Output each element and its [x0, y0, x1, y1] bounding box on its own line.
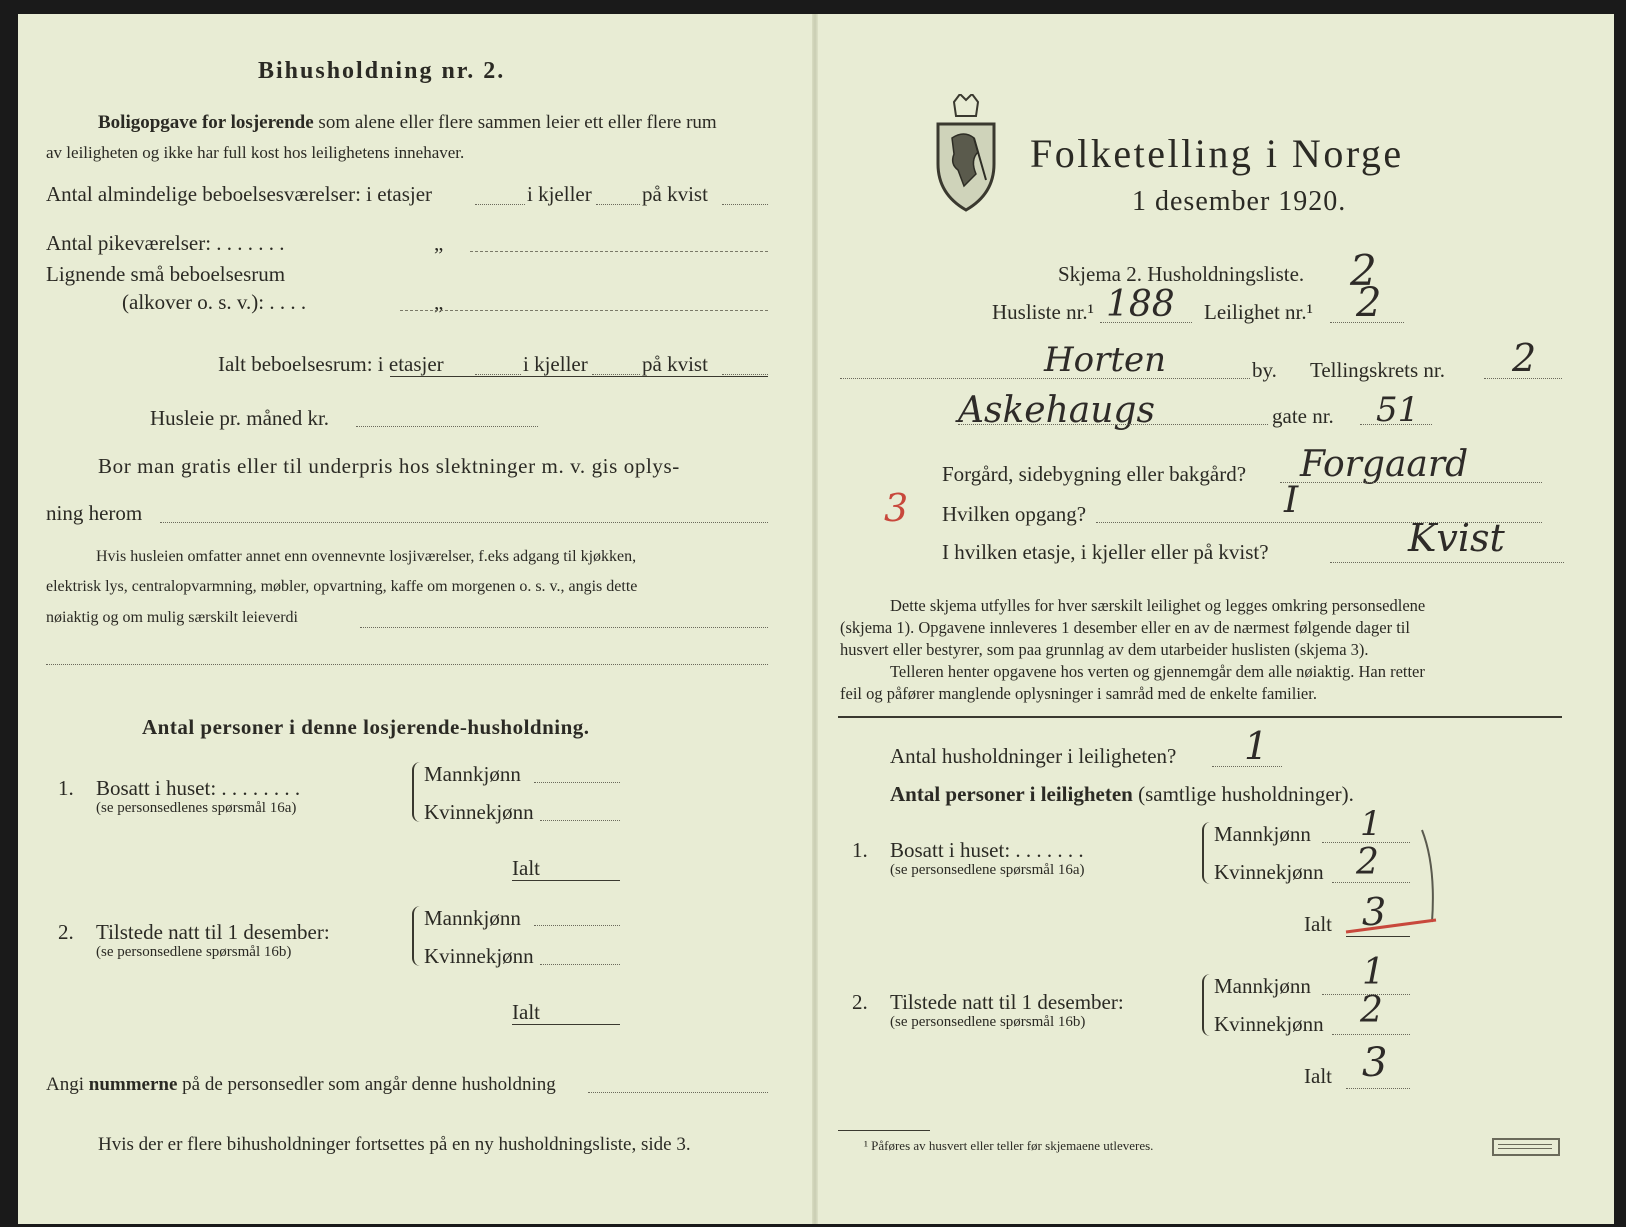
- left-q2-ialt-label: Ialt: [512, 1000, 540, 1024]
- angi-line: Angi nummerne på de personsedler som angår denne husholdning: [46, 1074, 556, 1095]
- gate-label: gate nr.: [1272, 404, 1334, 428]
- right-q2-mann-hw[interactable]: 1: [1362, 952, 1385, 993]
- i-kjeller-label-2: i kjeller: [523, 352, 588, 376]
- right-q2-mann-label: Mannkjønn: [1214, 974, 1311, 998]
- kvist-field-1[interactable]: [722, 204, 768, 205]
- krets-hw[interactable]: 2: [1512, 336, 1537, 380]
- bor-line-2: ning herom: [46, 501, 143, 525]
- gate-nr-hw[interactable]: 51: [1376, 390, 1420, 430]
- printer-stamp-icon: [1492, 1138, 1560, 1156]
- antal-beboelse-label: Antal almindelige beboelsesværelser: i etasjer: [46, 182, 433, 206]
- left-q1-ialt-field[interactable]: [512, 880, 620, 881]
- left-q1-ialt-label: Ialt: [512, 856, 540, 880]
- krets-label: Tellingskrets nr.: [1310, 358, 1446, 382]
- right-q2-brace: [1202, 974, 1214, 1036]
- ialt-etasjer-field[interactable]: [475, 374, 521, 375]
- antal-pers-heading: Antal personer i leiligheten (samtlige husholdninger).: [890, 782, 1354, 806]
- kvist-field-2[interactable]: [722, 374, 768, 375]
- gate-field: [958, 424, 1268, 425]
- right-q1-ialt-label: Ialt: [1304, 912, 1332, 936]
- husleie-field[interactable]: [356, 426, 538, 427]
- leilighet-hw[interactable]: 2: [1356, 280, 1382, 326]
- intro-line-2: av leiligheten og ikke har full kost hos leilighetens innehaver.: [46, 143, 465, 162]
- antal-personer-heading: Antal personer i denne losjerende-husholdning.: [142, 715, 590, 739]
- right-q2-kvinne-hw[interactable]: 2: [1360, 990, 1383, 1031]
- right-q1-mann-label: Mannkjønn: [1214, 822, 1311, 846]
- by-hw[interactable]: Horten: [1044, 340, 1167, 380]
- right-q2-number: 2.: [852, 990, 868, 1014]
- right-q1-ialt-field: [1346, 936, 1410, 937]
- forgaard-hw[interactable]: Forgaard: [1300, 444, 1469, 485]
- hvis-line-2: elektrisk lys, centralopvarmning, møbler, opvartning, kaffe om morgenen o. s. v., angis dette: [46, 578, 638, 595]
- paa-kvist-label-1: på kvist: [642, 182, 708, 206]
- husliste-field: [1100, 322, 1192, 323]
- right-q2-ialt-hw[interactable]: 3: [1362, 1040, 1388, 1086]
- right-q2-kvinne-field: [1332, 1034, 1410, 1035]
- forgaard-label: Forgård, sidebygning eller bakgård?: [942, 462, 1247, 486]
- kjeller-field-1[interactable]: [596, 204, 640, 205]
- etasje-hw[interactable]: Kvist: [1408, 516, 1505, 560]
- right-q1-mann-hw[interactable]: 1: [1360, 804, 1382, 844]
- bor-field[interactable]: [160, 522, 768, 523]
- form-title: Folketelling i Norge: [1030, 131, 1404, 176]
- lignende-label-2: (alkover o. s. v.): . . . .: [122, 290, 307, 314]
- lignende-label-1: Lignende små beboelsesrum: [46, 262, 286, 286]
- skjema-hw: 2: [1350, 246, 1377, 295]
- hvis-line-1: Hvis husleien omfatter annet enn ovennevnte losjiværelser, f.eks adgang til kjøkken,: [96, 548, 637, 565]
- hvis-line-3: nøiaktig og om mulig særskilt leieverdi: [46, 609, 298, 626]
- antal-hush-label: Antal husholdninger i leiligheten?: [890, 744, 1177, 768]
- left-q1-sub: (se personsedlenes spørsmål 16a): [96, 800, 297, 816]
- left-footer: Hvis der er flere bihusholdninger fortsettes på en ny husholdningsliste, side 3.: [98, 1134, 691, 1155]
- pike-field[interactable]: [470, 251, 768, 252]
- gate-hw[interactable]: Askehaugs: [958, 390, 1155, 431]
- red-check-mark: [1340, 826, 1450, 936]
- left-q1-label: Bosatt i huset: . . . . . . . .: [96, 776, 301, 800]
- right-q1-number: 1.: [852, 838, 868, 862]
- bor-line-1: Bor man gratis eller til underpris hos slektninger m. v. gis oplys-: [98, 454, 680, 478]
- right-q2-label: Tilstede natt til 1 desember:: [890, 990, 1124, 1014]
- left-q2-mann-label: Mannkjønn: [424, 906, 521, 930]
- right-q1-kvinne-hw[interactable]: 2: [1356, 842, 1379, 883]
- leieverdi-field-2[interactable]: [46, 664, 768, 665]
- pike-label: Antal pikeværelser: . . . . . . .: [46, 231, 285, 255]
- right-q1-brace: [1202, 822, 1214, 884]
- left-q1-mann-label: Mannkjønn: [424, 762, 521, 786]
- krets-field: [1484, 378, 1562, 379]
- left-q1-number: 1.: [58, 776, 74, 800]
- opgang-label: Hvilken opgang?: [942, 502, 1087, 526]
- right-q1-sub: (se personsedlene spørsmål 16a): [890, 862, 1085, 878]
- separator-rule: [838, 716, 1562, 718]
- husliste-hw[interactable]: 188: [1106, 284, 1175, 325]
- ialt-beboelse-label: Ialt beboelsesrum: i etasjer: [218, 352, 444, 376]
- etasje-label: I hvilken etasje, i kjeller eller på kvist?: [942, 540, 1269, 564]
- opgang-hw[interactable]: I: [1284, 480, 1299, 521]
- leilighet-field: [1330, 322, 1404, 323]
- kjeller-field-2[interactable]: [592, 374, 640, 375]
- instr-line-4: Telleren henter opgavene hos verten og gjennemgår dem alle nøiaktig. Han retter: [890, 662, 1425, 681]
- margin-hw: 3: [884, 486, 909, 530]
- left-q1-mann-field[interactable]: [534, 782, 620, 783]
- norwegian-lion-crest-icon: [930, 94, 1002, 212]
- instr-line-5: feil og påfører manglende oplysninger i samråd med de enkelte familier.: [840, 684, 1317, 703]
- left-q2-kvinne-label: Kvinnekjønn: [424, 944, 534, 968]
- right-q1-ialt-hw[interactable]: 3: [1362, 890, 1387, 934]
- forgaard-field: [1280, 482, 1542, 483]
- etasje-field: [1330, 562, 1564, 563]
- ditto-mark: „: [434, 231, 444, 255]
- left-q1-kvinne-field[interactable]: [540, 820, 620, 821]
- instr-line-3: husvert eller bestyrer, som paa grunnlag av dem utarbeider huslisten (skjema 3).: [840, 640, 1369, 659]
- husleie-label: Husleie pr. måned kr.: [150, 406, 330, 430]
- antal-hush-field: [1212, 766, 1282, 767]
- by-label: by.: [1252, 358, 1277, 382]
- lignende-field[interactable]: [400, 310, 768, 311]
- instr-line-2: (skjema 1). Opgavene innleveres 1 desember eller en av de nærmest følgende dager til: [840, 618, 1410, 637]
- left-q2-sub: (se personsedlene spørsmål 16b): [96, 944, 292, 960]
- left-q2-label: Tilstede natt til 1 desember:: [96, 920, 330, 944]
- bihusholdning-title: Bihusholdning nr. 2.: [258, 58, 506, 84]
- footnote: ¹ Påføres av husvert eller teller før skjemaene utleveres.: [864, 1138, 1154, 1153]
- ditto-mark-2: „: [434, 290, 444, 314]
- right-q2-sub: (se personsedlene spørsmål 16b): [890, 1014, 1086, 1030]
- left-q1-kvinne-label: Kvinnekjønn: [424, 800, 534, 824]
- left-q1-brace: [412, 762, 424, 822]
- ialt-underline: [390, 376, 768, 377]
- right-q2-ialt-field: [1346, 1088, 1410, 1089]
- left-q2-kvinne-field[interactable]: [540, 964, 620, 965]
- leilighet-label: Leilighet nr.¹: [1204, 300, 1313, 324]
- husliste-label: Husliste nr.¹: [992, 300, 1094, 324]
- left-q2-brace: [412, 906, 424, 966]
- gate-nr-field: [1360, 424, 1432, 425]
- page-fold: [812, 14, 818, 1224]
- angi-field[interactable]: [588, 1092, 768, 1093]
- leieverdi-field[interactable]: [360, 627, 768, 628]
- left-q2-number: 2.: [58, 920, 74, 944]
- right-q2-kvinne-label: Kvinnekjønn: [1214, 1012, 1324, 1036]
- i-kjeller-label-1: i kjeller: [527, 182, 592, 206]
- antal-hush-hw[interactable]: 1: [1244, 724, 1269, 768]
- right-q2-ialt-label: Ialt: [1304, 1064, 1332, 1088]
- by-field: [840, 378, 1250, 379]
- etasjer-field[interactable]: [475, 204, 525, 205]
- left-q2-ialt-field[interactable]: [512, 1024, 620, 1025]
- right-q1-label: Bosatt i huset: . . . . . . .: [890, 838, 1084, 862]
- instr-line-1: Dette skjema utfylles for hver særskilt leilighet og legges omkring personsedlene: [890, 596, 1426, 615]
- left-q2-mann-field[interactable]: [534, 925, 620, 926]
- form-date: 1 desember 1920.: [1132, 186, 1347, 217]
- footnote-rule: [838, 1130, 930, 1131]
- paa-kvist-label-2: på kvist: [642, 352, 708, 376]
- skjema-label: Skjema 2. Husholdningsliste.: [1058, 262, 1305, 286]
- right-q1-kvinne-label: Kvinnekjønn: [1214, 860, 1324, 884]
- intro-line-1: Boligopgave for losjerende som alene eller flere sammen leier ett eller flere rum: [98, 112, 717, 133]
